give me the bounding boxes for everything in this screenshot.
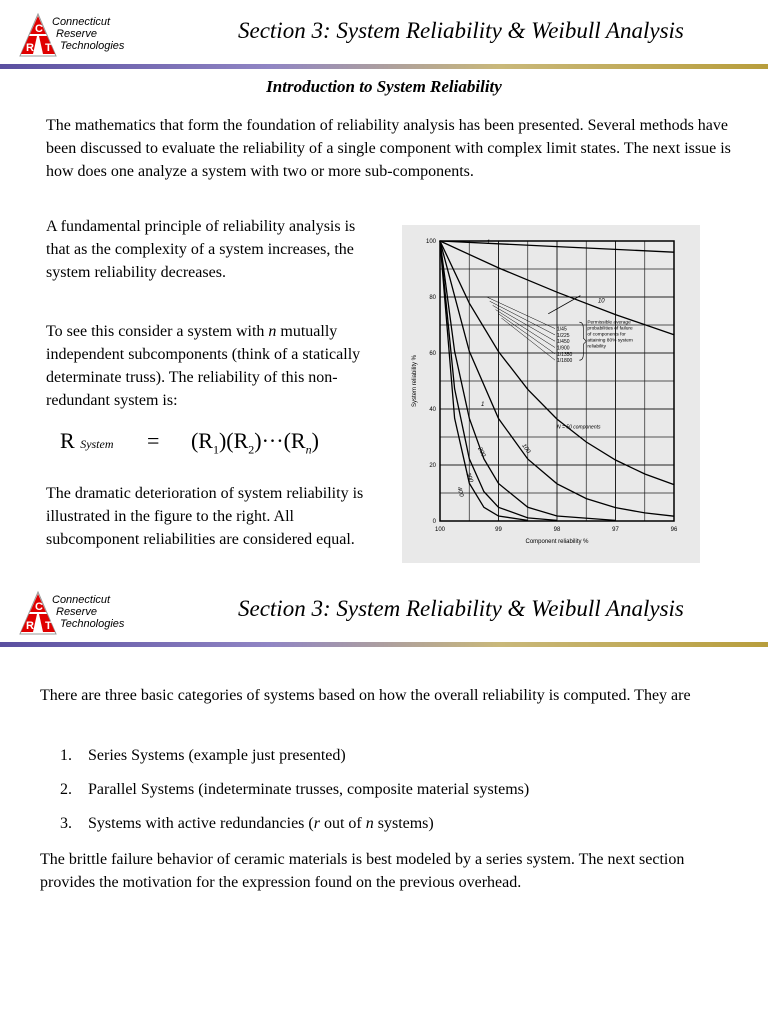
series-label: 400 (455, 486, 465, 498)
x-tick-label: 99 (495, 527, 502, 533)
logo-letter-c: C (35, 23, 43, 35)
system-categories-list (60, 744, 529, 846)
consider-paragraph (46, 320, 381, 412)
intro-paragraph (46, 114, 736, 183)
item3-n: n (365, 815, 374, 832)
deterioration-paragraph (46, 482, 381, 551)
annotation-probability: 1/45 (557, 326, 567, 333)
item3-pre: Systems with active redundancies ( (88, 815, 314, 832)
y-tick-label: 40 (429, 407, 436, 413)
eq-rhs (190, 428, 319, 457)
eq-rn: )···(R (254, 428, 306, 453)
x-tick-label: 96 (670, 527, 678, 533)
series-label: 10 (597, 298, 605, 305)
list-item-number: 2. (60, 781, 72, 798)
list-item-text: Series Systems (example just presented) (88, 747, 346, 764)
list-item-text: Parallel Systems (indeterminate trusses, composite material systems) (88, 781, 530, 798)
series-label: 300 (464, 472, 474, 484)
reliability-chart-svg (402, 225, 700, 563)
annotation-probability: 1/900 (557, 345, 570, 352)
annotation-note-line: reliability (587, 344, 606, 350)
crt-logo-2 (18, 590, 148, 640)
annotation-brace (579, 322, 586, 360)
y-tick-label: 20 (429, 463, 436, 469)
y-axis-label: System reliability % (412, 354, 418, 408)
y-tick-label: 0 (432, 519, 436, 525)
logo-letter-c-2: C (35, 601, 43, 613)
annotation-note-line: Permissible average (587, 320, 631, 326)
header-rule-2 (0, 642, 768, 647)
logo-letter-t-2: T (45, 620, 52, 632)
logo-text (52, 16, 124, 52)
logo-line-connecticut-2: Connecticut (52, 594, 111, 606)
brittle-paragraph (40, 848, 740, 894)
eq-sub-1: 1 (212, 442, 219, 457)
logo-line-reserve: Reserve (56, 28, 97, 40)
annotation-probability: 1/225 (557, 332, 570, 339)
principle-paragraph (46, 215, 376, 284)
principle-paragraph-text: A fundamental principle of reliability analysis is that as the complexity of a system increases, the system reliability decreases. (46, 218, 356, 281)
annotation-label: 1 (480, 402, 485, 409)
reliability-chart (402, 225, 700, 563)
eq-sub-2: 2 (248, 442, 255, 457)
y-tick-label: 80 (429, 295, 436, 301)
series-label: N = 50 components (557, 424, 601, 431)
eq-lhs-r: R (60, 428, 75, 453)
logo-line-reserve-2: Reserve (56, 606, 97, 618)
intro-paragraph-text: The mathematics that form the foundation of reliability analysis has been presented. Several methods have been discussed to evaluate the reliability of a single component with complex limit states. The next issue is how does one analyze a system with two or more sub-components. (46, 117, 731, 180)
x-axis-label: Component reliability % (525, 539, 589, 545)
x-tick-label: 98 (553, 527, 561, 533)
series-label: 100 (520, 443, 531, 455)
consider-pre: To see this consider a system with (46, 323, 269, 340)
x-tick-label: 100 (434, 527, 446, 533)
eq-r2: )(R (218, 428, 249, 453)
consider-paragraph-text (46, 320, 381, 412)
logo-letter-r-2: R (26, 620, 34, 632)
intro-title: Introduction to System Reliability (266, 77, 502, 96)
eq-lhs-sub: System (80, 437, 114, 451)
annotation-arrow (548, 296, 580, 314)
header-rule (0, 64, 768, 69)
logo-text-2 (52, 594, 124, 630)
eq-equals: = (147, 428, 160, 453)
logo-line-connecticut: Connecticut (52, 16, 111, 28)
consider-post: mutually independent subcomponents (think of a statically determinate truss). The reliability of this non-redundant system is: (46, 323, 361, 409)
crt-logo (18, 12, 148, 62)
categories-paragraph-text: There are three basic categories of systems based on how the overall reliability is computed. They are (40, 687, 691, 704)
annotation-note-line: probabilities of failure (587, 326, 633, 332)
annotation-leader (499, 314, 556, 354)
section-title: Section 3: System Reliability & Weibull Analysis (238, 18, 684, 43)
logo-line-technologies-2: Technologies (60, 618, 125, 630)
item3-r: r (313, 815, 320, 832)
section-title-2: Section 3: System Reliability & Weibull Analysis (238, 596, 684, 621)
annotation-note-line: of components for (587, 332, 626, 338)
list-item-text (88, 812, 434, 835)
logo-line-technologies: Technologies (60, 40, 125, 52)
series-label: 200 (476, 446, 486, 459)
annotation-leader (496, 310, 555, 348)
x-tick-label: 97 (612, 527, 619, 533)
consider-var-n: n (268, 323, 277, 340)
annotation-leader (487, 297, 555, 329)
y-tick-label: 100 (425, 239, 436, 245)
series-label: 1 (486, 239, 491, 246)
annotation-probability: 1/450 (557, 339, 570, 346)
eq-sub-n: n (305, 442, 312, 457)
list-item (60, 744, 529, 767)
eq-r1: (R (190, 428, 213, 453)
list-item (60, 778, 529, 801)
annotation-probability: 1/1350 (557, 351, 573, 358)
annotation-leader (501, 318, 555, 360)
y-tick-label: 60 (429, 351, 436, 357)
list-item (60, 812, 529, 835)
annotation-note-line: attaining 80% system (587, 338, 633, 344)
logo-letter-t: T (45, 42, 52, 54)
eq-close: ) (311, 428, 319, 453)
annotation-probability: 1/1800 (557, 358, 573, 365)
annotation-leader (490, 301, 555, 335)
item3-mid: out of (319, 815, 366, 832)
brittle-paragraph-text: The brittle failure behavior of ceramic materials is best modeled by a series system. The next section provides the motivation for the expression found on the previous overhead. (40, 851, 685, 891)
item3-post: systems) (373, 815, 434, 832)
system-reliability-equation (60, 428, 319, 457)
list-item-number: 1. (60, 747, 72, 764)
list-item-number: 3. (60, 815, 72, 832)
categories-paragraph (40, 684, 740, 707)
logo-letter-r: R (26, 42, 34, 54)
deterioration-paragraph-text: The dramatic deterioration of system reliability is illustrated in the figure to the right. All subcomponent reliabilities are considered equal. (46, 485, 364, 548)
